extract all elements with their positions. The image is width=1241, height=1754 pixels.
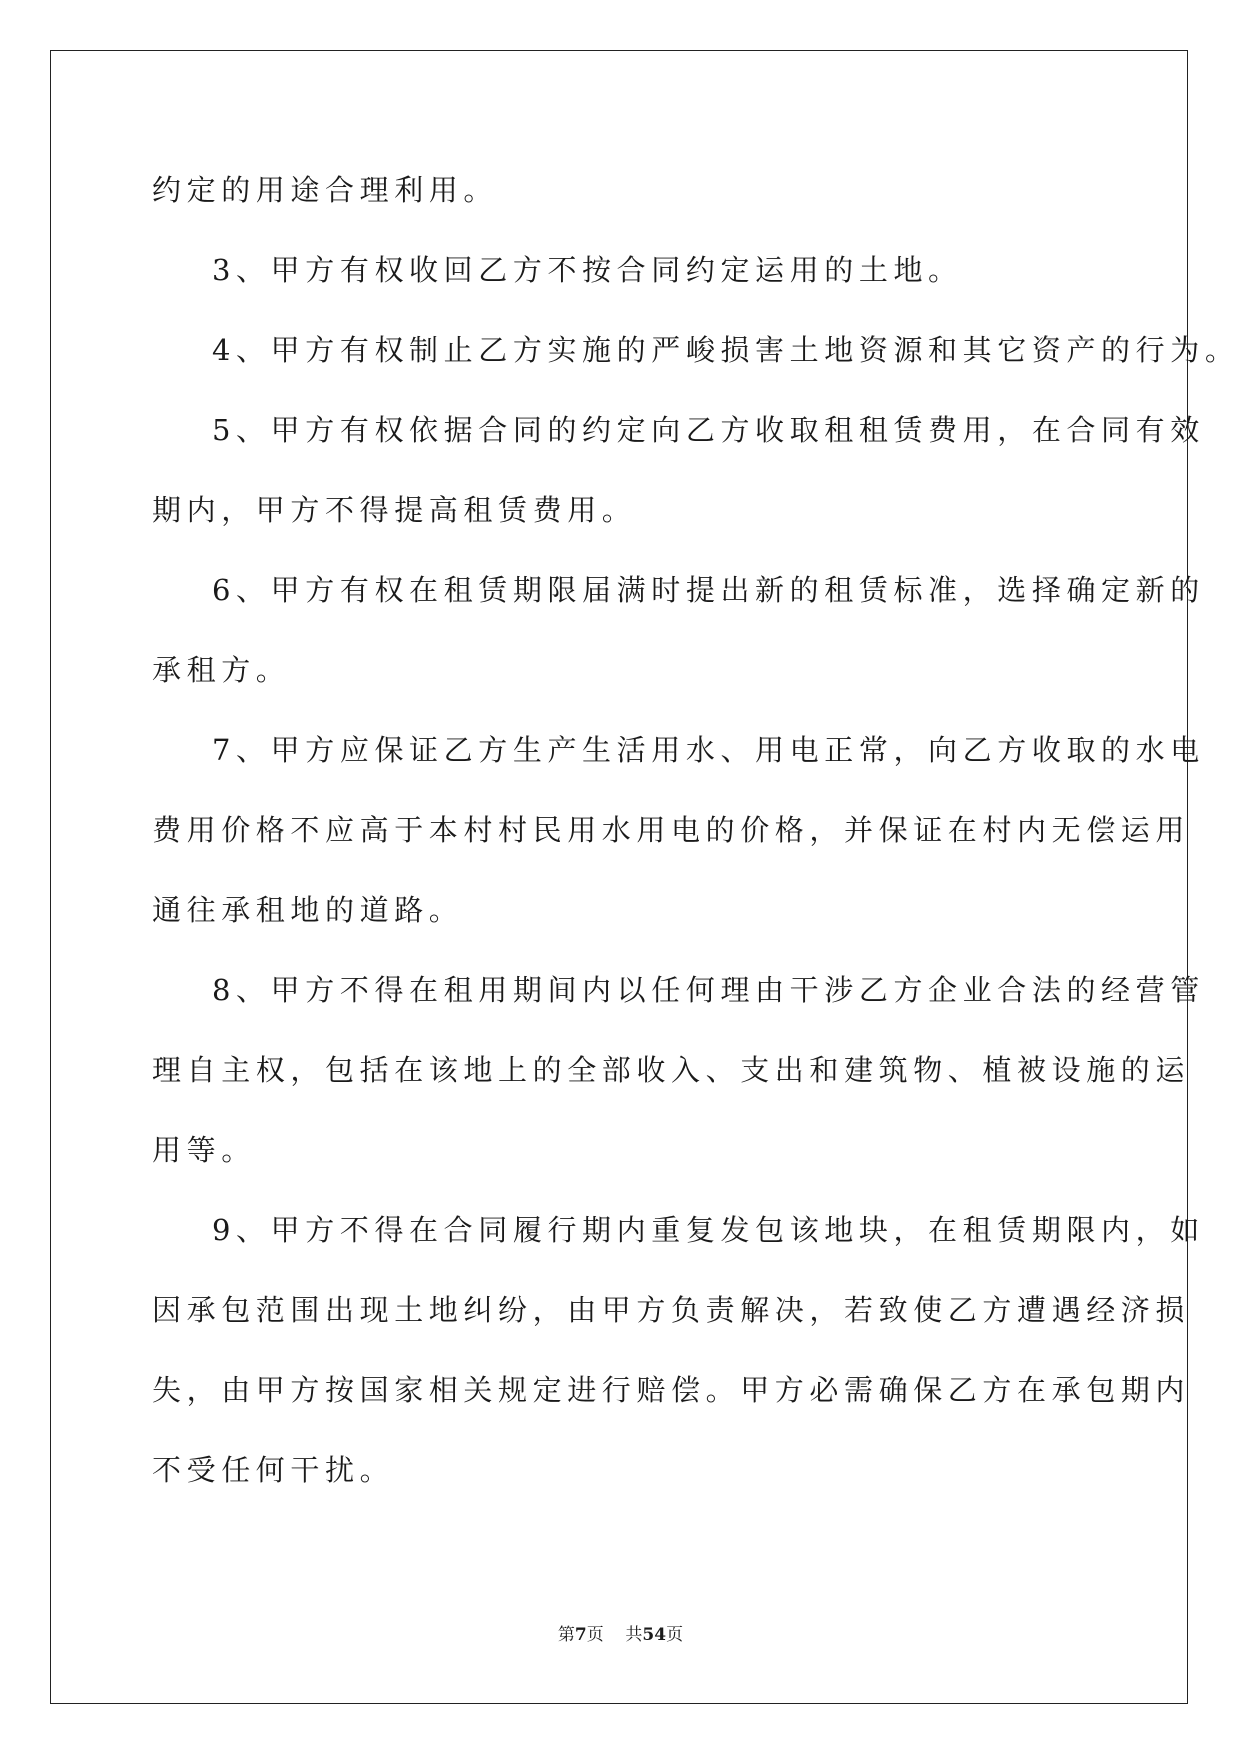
footer-total-prefix: 共 bbox=[625, 1625, 643, 1645]
total-pages-number: 54 bbox=[642, 1625, 667, 1645]
text-line: 期内，甲方不得提高租赁费用。 bbox=[152, 493, 637, 527]
page-footer bbox=[0, 1627, 1241, 1644]
text-line: 用等。 bbox=[152, 1133, 256, 1167]
text-line: 4、甲方有权制止乙方实施的严峻损害土地资源和其它资产的行为。 bbox=[212, 333, 1240, 367]
text-line: 6、甲方有权在租赁期限届满时提出新的租赁标准，选择确定新的 bbox=[212, 573, 1205, 607]
text-line: 通往承租地的道路。 bbox=[152, 893, 464, 927]
text-line: 不受任何干扰。 bbox=[152, 1453, 395, 1487]
text-line: 承租方。 bbox=[152, 653, 291, 687]
text-line: 因承包范围出现土地纠纷，由甲方负责解决，若致使乙方遭遇经济损 bbox=[152, 1293, 1191, 1327]
footer-page-unit: 页 bbox=[586, 1625, 604, 1645]
text-line: 失，由甲方按国家相关规定进行赔偿。甲方必需确保乙方在承包期内 bbox=[152, 1373, 1191, 1407]
footer-total-unit: 页 bbox=[666, 1625, 684, 1645]
text-line: 8、甲方不得在租用期间内以任何理由干涉乙方企业合法的经营管 bbox=[212, 973, 1205, 1007]
text-line: 费用价格不应高于本村村民用水用电的价格，并保证在村内无偿运用 bbox=[152, 813, 1191, 847]
text-line: 5、甲方有权依据合同的约定向乙方收取租租赁费用，在合同有效 bbox=[212, 413, 1205, 447]
text-line: 3、甲方有权收回乙方不按合同约定运用的土地。 bbox=[212, 253, 963, 287]
current-page-number: 7 bbox=[574, 1625, 587, 1645]
footer-prefix: 第 bbox=[557, 1625, 575, 1645]
text-line: 约定的用途合理利用。 bbox=[152, 173, 499, 207]
text-line: 理自主权，包括在该地上的全部收入、支出和建筑物、植被设施的运 bbox=[152, 1053, 1191, 1087]
text-line: 9、甲方不得在合同履行期内重复发包该地块，在租赁期限内，如 bbox=[212, 1213, 1205, 1247]
text-line: 7、甲方应保证乙方生产生活用水、用电正常，向乙方收取的水电 bbox=[212, 733, 1205, 767]
